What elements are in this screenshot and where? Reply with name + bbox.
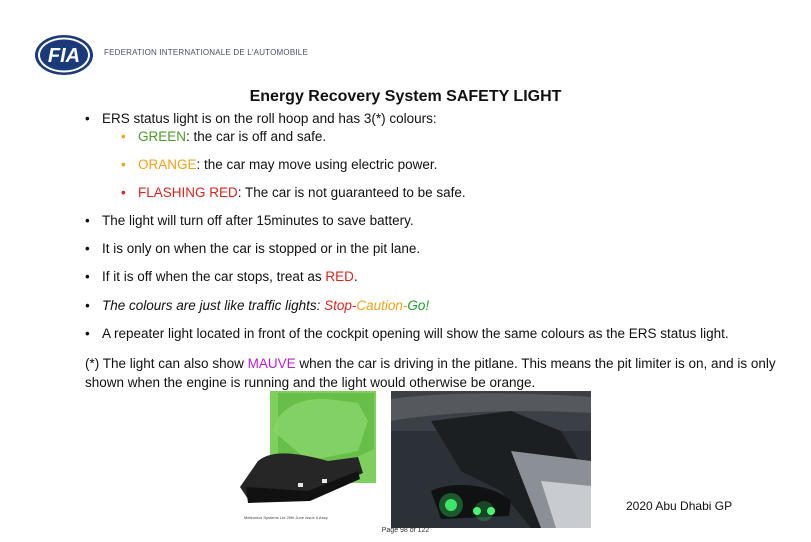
traffic-caution: Caution	[356, 298, 403, 313]
traffic-dash1: -	[351, 298, 357, 313]
bullet-status-text: ERS status light is on the roll hoop and has 3(*) colours:	[102, 111, 437, 126]
green-word: GREEN	[138, 129, 187, 144]
traffic-pre: The colours are just like traffic lights:	[102, 298, 325, 313]
red-rest: : The car is not guaranteed to be safe.	[237, 185, 466, 200]
traffic-stop: Stop	[324, 298, 352, 313]
cad-render-image	[218, 391, 376, 526]
green-rest: : the car is off and safe.	[186, 129, 327, 144]
note-pre: (*) The light can also show	[85, 356, 248, 371]
orange-word: ORANGE	[138, 157, 197, 172]
traffic-dash2: -	[402, 298, 408, 313]
bullet-repeater-text: A repeater light located in front of the cockpit opening will show the same colours as the ERS status light.	[102, 326, 729, 341]
off-red: RED	[325, 269, 354, 284]
page-number: Page 98 of 122	[381, 527, 430, 534]
logo-text: FIA	[47, 45, 81, 67]
org-name: FEDERATION INTERNATIONALE DE L'AUTOMOBILE	[104, 48, 308, 57]
bullet-turnoff-text: The light will turn off after 15minutes to save battery.	[102, 213, 414, 228]
bullet-only-on-text: It is only on when the car is stopped or in the pit lane.	[102, 241, 421, 256]
off-pre: If it is off when the car stops, treat as	[102, 269, 326, 284]
roll-hoop-photo	[391, 391, 591, 528]
event-label: 2020 Abu Dhabi GP	[626, 499, 733, 513]
note-post: when the car is driving in the pitlane. This means the pit limiter is on, and is only shown when the engine is running and the light would otherwise be orange.	[85, 356, 776, 390]
note-mauve: MAUVE	[247, 356, 296, 371]
footnote	[85, 354, 785, 392]
off-post: .	[353, 269, 358, 284]
traffic-go: Go!	[407, 298, 430, 313]
fia-logo	[34, 34, 94, 76]
image-caption: Meltronics Systems Ltd 25th June Issue 6 Assy.	[244, 515, 329, 520]
page-title: Energy Recovery System SAFETY LIGHT	[249, 88, 562, 105]
red-word: FLASHING RED	[138, 185, 238, 200]
orange-rest: : the car may move using electric power.	[196, 157, 438, 172]
